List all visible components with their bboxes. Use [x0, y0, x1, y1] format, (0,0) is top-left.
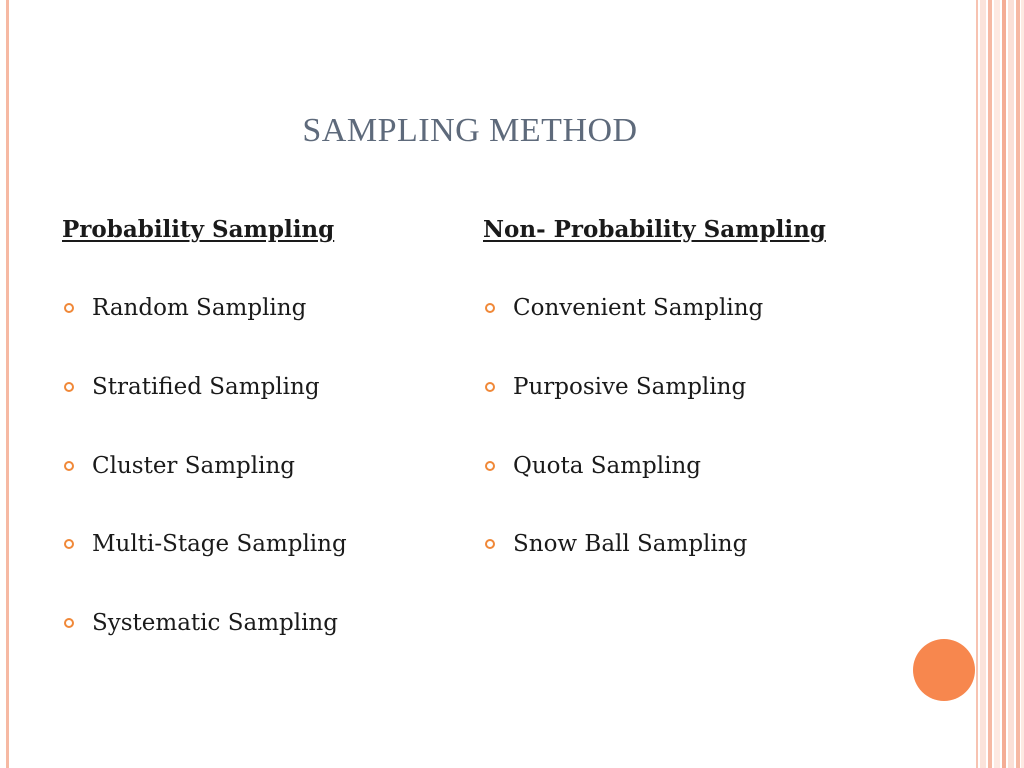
list-item	[483, 527, 826, 606]
ring-bullet-icon	[485, 461, 495, 471]
ring-bullet-icon	[485, 539, 495, 549]
ring-bullet-icon	[64, 303, 74, 313]
list-item-label: Snow Ball Sampling	[513, 531, 748, 558]
column-heading-non-probability: Non- Probability Sampling	[483, 216, 826, 243]
list-item-label: Stratified Sampling	[92, 373, 320, 400]
probability-list	[62, 291, 347, 685]
list-item-label: Systematic Sampling	[92, 610, 338, 636]
list-item	[483, 291, 826, 370]
non-probability-column	[483, 213, 826, 606]
list-item-label: Purposive Sampling	[513, 373, 747, 400]
list-item-label: Multi-Stage Sampling	[92, 531, 347, 558]
ring-bullet-icon	[485, 303, 495, 313]
list-item	[483, 370, 826, 449]
right-stripe	[988, 0, 992, 768]
non-probability-list	[483, 291, 826, 606]
right-stripe	[976, 0, 978, 768]
column-heading-probability: Probability Sampling	[62, 216, 335, 243]
probability-column	[62, 213, 347, 685]
list-item-label: Cluster Sampling	[92, 452, 295, 479]
list-item	[62, 291, 334, 370]
ring-bullet-icon	[485, 382, 495, 392]
ring-bullet-icon	[64, 618, 74, 628]
list-item-label: Quota Sampling	[513, 452, 702, 479]
list-item	[483, 449, 826, 528]
right-stripe	[994, 0, 1000, 768]
ring-bullet-icon	[64, 382, 74, 392]
right-stripe	[1002, 0, 1006, 768]
ring-bullet-icon	[64, 539, 74, 549]
right-stripe	[980, 0, 986, 768]
list-item-label: Convenient Sampling	[513, 295, 764, 321]
ring-bullet-icon	[64, 461, 74, 471]
list-item	[62, 527, 347, 606]
list-item	[62, 370, 334, 449]
list-item	[62, 449, 334, 528]
right-stripe	[1016, 0, 1020, 768]
right-stripe	[1008, 0, 1014, 768]
list-item	[62, 606, 338, 685]
slide-title: SAMPLING METHOD	[302, 112, 638, 149]
orange-circle-icon	[913, 639, 975, 701]
list-item-label: Random Sampling	[92, 295, 307, 321]
